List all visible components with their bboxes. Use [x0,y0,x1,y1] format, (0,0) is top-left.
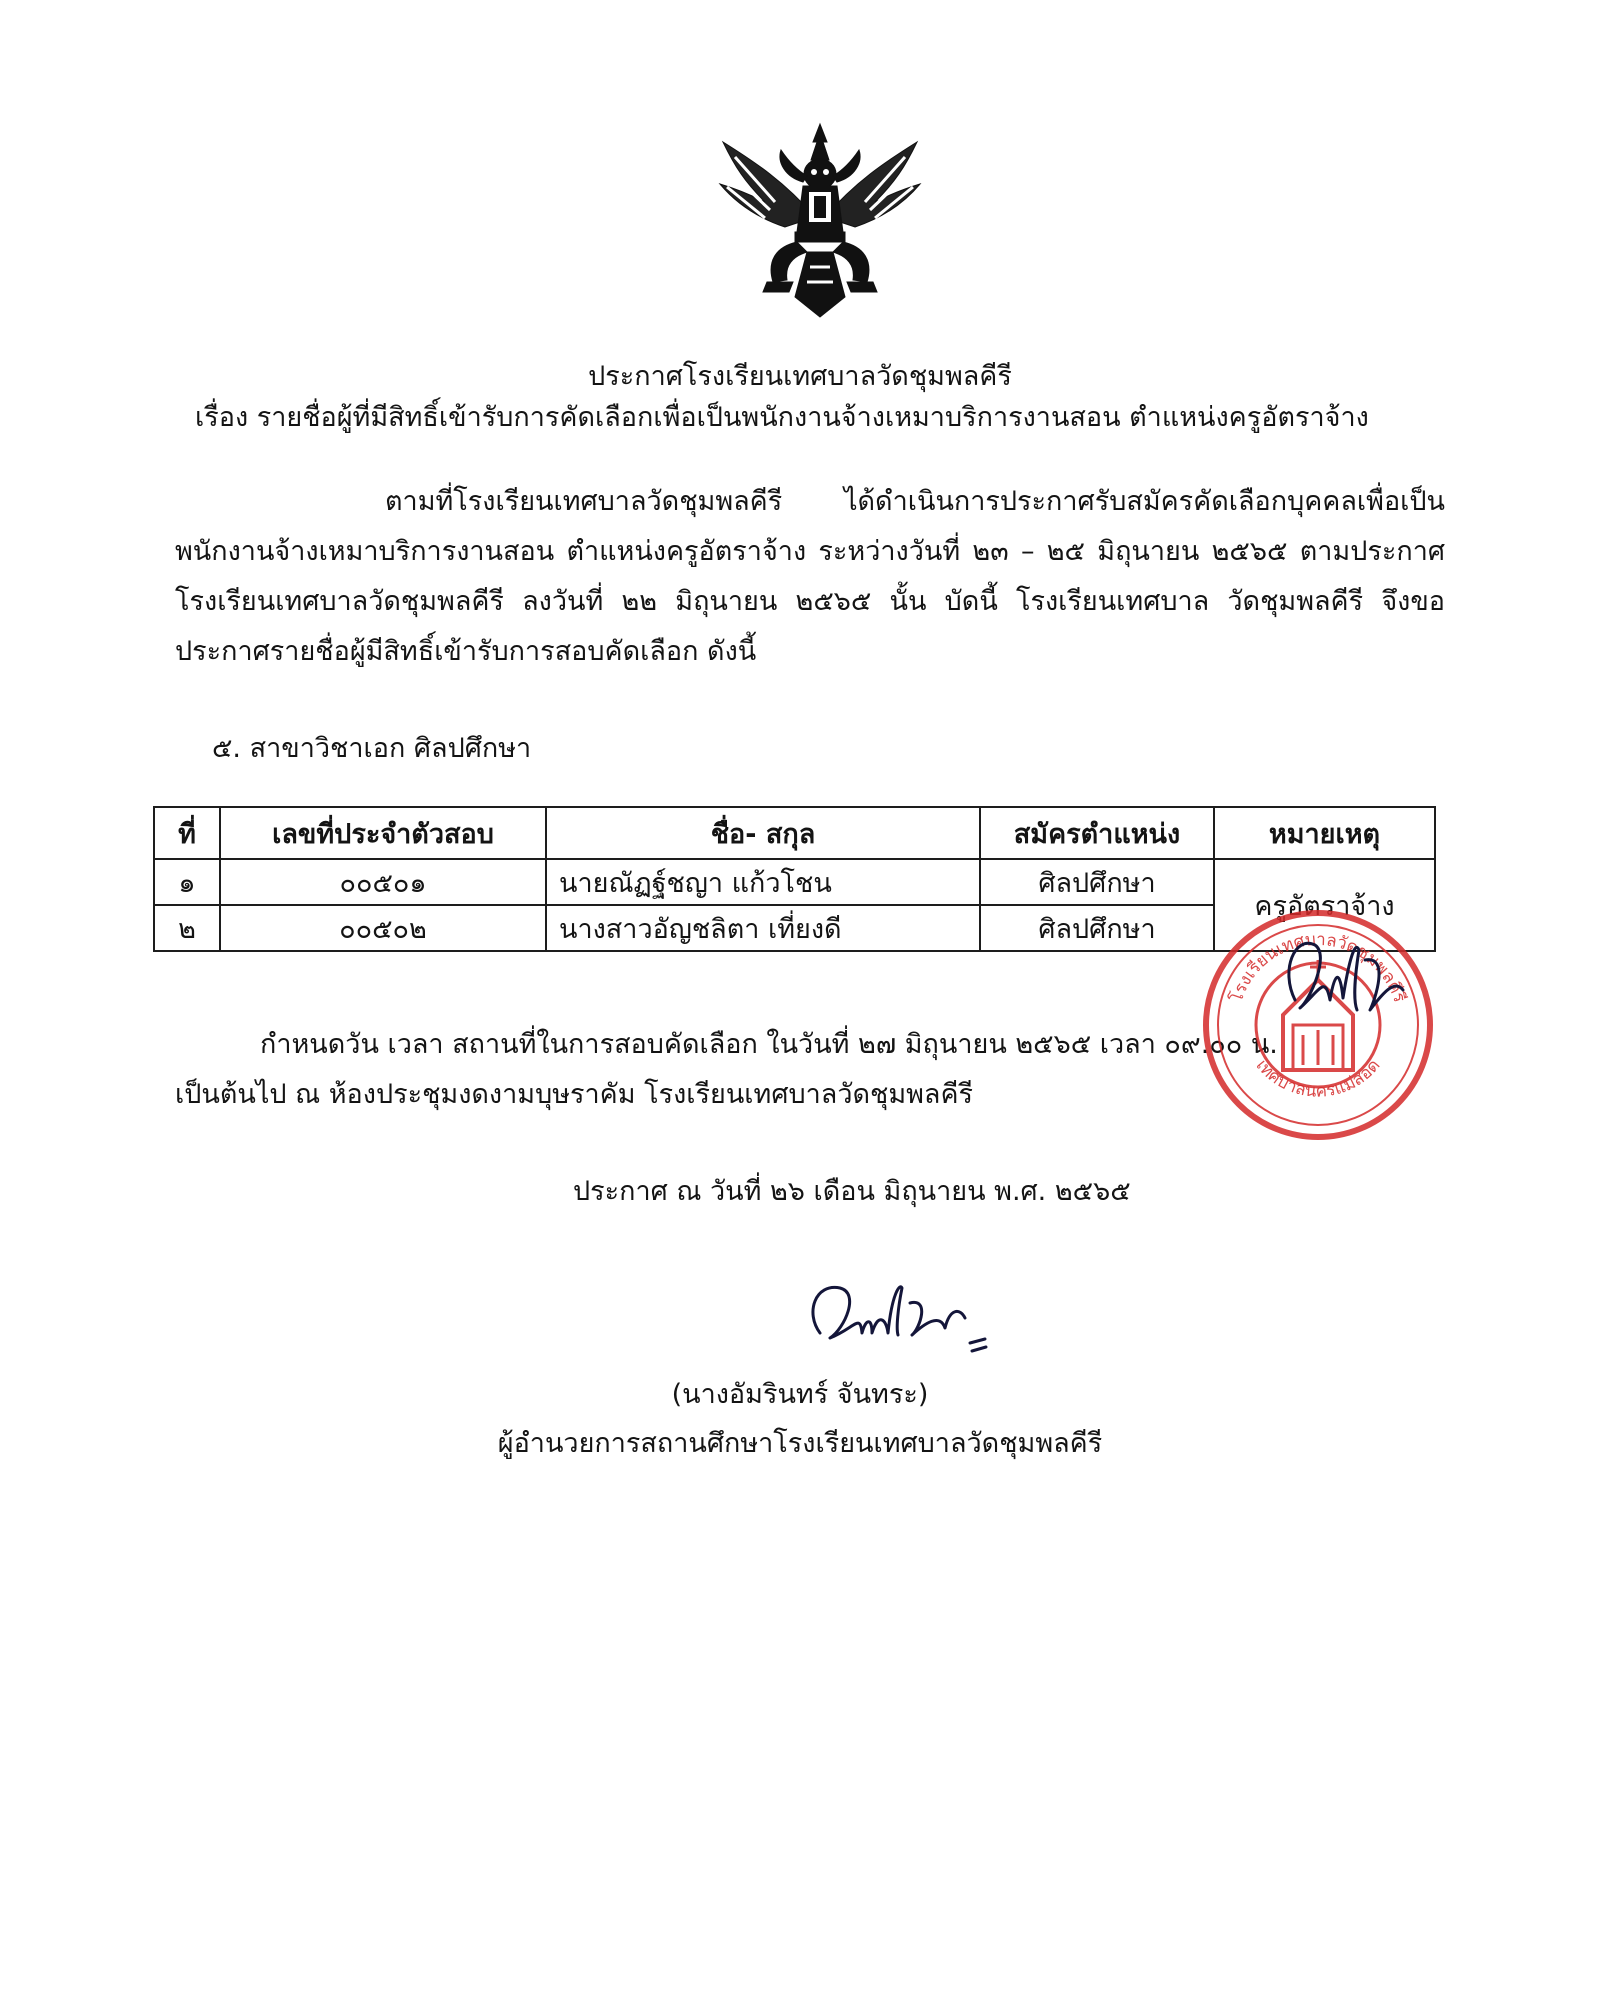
cell-position: ศิลปศึกษา [980,905,1214,951]
cell-remark: ครูอัตราจ้าง [1214,859,1435,951]
header-exam-id: เลขที่ประจำตัวสอบ [220,807,546,859]
garuda-emblem [715,122,925,320]
signature-mark [800,1273,990,1363]
header-position: สมัครตำแหน่ง [980,807,1214,859]
table-header-row [154,807,1435,859]
section-heading: ๕. สาขาวิชาเอก ศิลปศึกษา [212,733,532,764]
svg-text:โรงเรียนเทศบาลวัดชุมพลคีรี: โรงเรียนเทศบาลวัดชุมพลคีรี [1226,929,1410,1006]
cell-exam-id: ๐๐๕๐๑ [220,859,546,905]
paragraph-2-line-2: เป็นต้นไป ณ ห้องประชุมงดงามบุษราคัม โรงเรียนเทศบาลวัดชุมพลคีรี [175,1079,974,1110]
cell-name: นางสาวอัญชลิตา เที่ยงดี [546,905,980,951]
signatory-name: (นางอัมรินทร์ จันทระ) [671,1379,929,1410]
table-row [154,859,1435,905]
document-title: ประกาศโรงเรียนเทศบาลวัดชุมพลคีรี [588,361,1012,392]
paragraph-2-line-1: กำหนดวัน เวลา สถานที่ในการสอบคัดเลือก ในวันที่ ๒๗ มิถุนายน ๒๕๖๕ เวลา ๐๙.๐๐ น. [260,1029,1278,1060]
document-subject: เรื่อง รายชื่อผู้ที่มีสิทธิ์เข้ารับการคัดเลือกเพื่อเป็นพนักงานจ้างเหมาบริการงานสอน ตำแหน่งครูอัตราจ้าง [195,402,1369,433]
cell-no: ๒ [154,905,220,951]
header-no: ที่ [154,807,220,859]
signatory-position: ผู้อำนวยการสถานศึกษาโรงเรียนเทศบาลวัดชุมพลคีรี [497,1428,1103,1459]
announcement-date: ประกาศ ณ วันที่ ๒๖ เดือน มิถุนายน พ.ศ. ๒๕๖๕ [573,1176,1131,1207]
cell-position: ศิลปศึกษา [980,859,1214,905]
cell-exam-id: ๐๐๕๐๒ [220,905,546,951]
svg-text:เทศบาลนครแม่สอด: เทศบาลนครแม่สอด [1251,1055,1385,1102]
body-paragraph-1: ตามที่โรงเรียนเทศบาลวัดชุมพลคีรี ได้ดำเนินการประกาศรับสมัครคัดเลือกบุคคลเพื่อเป็น พนักงานจ้างเหมาบริการงานสอน ตำแหน่งครูอัตราจ้าง ระหว่างวันที่ ๒๓ – ๒๕ มิถุนายน ๒๕๖๕ ตามประกาศโรงเรียนเทศบาลวัดชุมพลคีรี ลงวันที่ ๒๒ มิถุนายน ๒๕๖๕ นั้น บัดนี้ โรงเรียนเทศบาล วัดชุมพลคีรี จึงขอประกาศรายชื่อผู้มีสิทธิ์เข้ารับการสอบคัดเลือก ดังนี้ [175,486,1445,667]
header-remark: หมายเหตุ [1214,807,1435,859]
cell-no: ๑ [154,859,220,905]
header-name: ชื่อ- สกุล [546,807,980,859]
stamp-signature-mark [1275,930,1415,1040]
cell-name: นายณัฏฐ์ชญา แก้วโชน [546,859,980,905]
